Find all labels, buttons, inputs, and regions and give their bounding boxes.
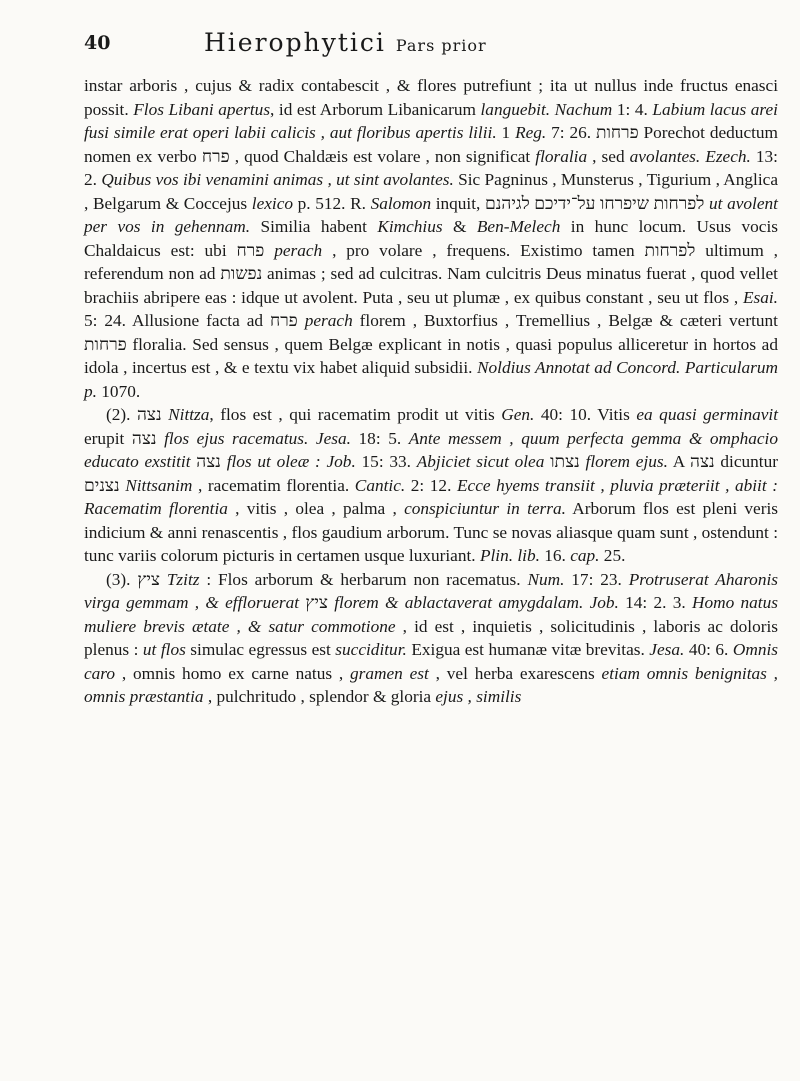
text-run: , pro volare , frequens. Existimo tamen לפרחות ultimum , referendum non ad נפשות animas ; sed ad culcitras. Nam culcitris Deus minatus fuerat , quod vellet brachiis abripere eas : idque ut avolent. Puta , seu ut plumæ , ex quibus constant , seu ut flos , — [84, 240, 779, 307]
text-run: 1: 4. — [612, 99, 653, 119]
text-run: A נצה dicuntur נצנים — [84, 452, 778, 495]
body-text — [84, 74, 778, 709]
italic-text-run: succiditur. — [335, 640, 407, 659]
text-run: florem , Buxtorfius , Tremellius , Belgæ & cæteri vertunt פרחות floralia. Sed sensus , quem Belgæ explicant in notis , quasi populus alliceretur in hortos ad idola , incertus est , & e textu vix habet aliquid subsidii. — [84, 311, 778, 377]
text-run: , omnis homo ex carne natus , — [115, 663, 351, 683]
text-run: simulac egressus est — [185, 640, 336, 659]
text-run: נצתו — [544, 452, 586, 471]
text-run: 15: 33. — [355, 452, 417, 471]
text-run: 14: 2. 3. — [618, 593, 692, 612]
italic-text-run: Noldius Annotat ad Concord. Particularum p. — [84, 358, 778, 401]
text-run: p. 512. R. — [293, 193, 371, 213]
text-run: erupit נצה — [84, 428, 165, 448]
italic-text-run: Tzitz — [166, 569, 200, 589]
italic-text-run: flos ut oleæ : Job. — [226, 452, 356, 471]
italic-text-run: etiam omnis benignitas , omnis præstantia — [84, 663, 778, 706]
text-run: , id est , inquietis , solicitudinis , laboris ac doloris plenus : — [84, 616, 778, 659]
italic-text-run: Ante messem , quum perfecta gemma & omphacio educato exstitit — [84, 428, 779, 471]
italic-text-run: Reg. — [515, 123, 547, 142]
text-run: Sic Pagninus , Munsterus , Tigurium , Anglica , Belgarum & Coccejus — [84, 170, 778, 213]
text-run: (2). נצה — [106, 405, 169, 424]
italic-text-run: Cantic. — [354, 475, 406, 495]
text-run: Exigua est humanæ vitæ brevitas. — [406, 640, 650, 659]
text-run: נצה — [190, 452, 227, 471]
italic-text-run: Plin. lib. — [479, 546, 540, 565]
text-run: 25. — [599, 546, 626, 565]
italic-text-run: flos ejus racematus. Jesa. — [164, 428, 351, 448]
text-run: 18: 5. — [350, 428, 409, 448]
page-number: 40 — [84, 32, 111, 54]
italic-text-run: Flos Libani apertus — [133, 99, 271, 119]
paragraph-3 — [84, 568, 778, 709]
text-run: , id est Arborum Libanicarum — [270, 99, 481, 119]
running-head-part: Pars prior — [395, 36, 487, 55]
italic-text-run: Protruserat Aharonis virga gemmam , & effloruerat — [84, 569, 778, 612]
running-head-title: Hierophytici — [204, 28, 386, 57]
italic-text-run: languebit. Nachum — [480, 99, 613, 119]
text-run: : Flos arborum & herbarum non racematus. — [199, 569, 528, 589]
italic-text-run: lexico — [251, 193, 294, 213]
italic-text-run: perach — [304, 311, 353, 330]
text-run: , racematim florentia. — [192, 475, 355, 495]
italic-text-run: florem & ablactaverat amygdalam. Job. — [334, 593, 619, 612]
italic-text-run: ut flos — [142, 640, 186, 659]
text-run: inquit, לפרחות שיפרחו על־ידיכם לגיהנם — [431, 193, 710, 213]
text-run: instar arboris , cujus & radix contabescit , & flores putrefiunt ; ita ut nullus inde fructus enasci possit. — [84, 76, 778, 119]
italic-text-run: Jesa. — [649, 640, 685, 659]
text-run: 16. — [539, 546, 571, 565]
italic-text-run: Ecce hyems transiit , pluvia præteriit , abiit : Racematim florentia — [84, 475, 778, 518]
italic-text-run: Abjiciet sicut olea — [416, 452, 545, 471]
italic-text-run: floralia — [535, 146, 588, 166]
text-run: , vel herba exarescens — [428, 663, 602, 683]
italic-text-run: ea quasi germinavit — [636, 405, 779, 424]
text-run: 17: 23. — [564, 569, 629, 589]
running-head — [204, 28, 487, 57]
text-run: 1070. — [96, 381, 141, 401]
paragraph-2 — [84, 403, 778, 568]
italic-text-run: Quibus vos ibi venamini animas , ut sint avolantes. — [101, 170, 454, 189]
italic-text-run: Gen. — [501, 405, 535, 424]
text-run: , sed — [587, 146, 630, 166]
paragraph-1 — [84, 74, 778, 403]
italic-text-run: ut avolent per vos in gehennam. — [84, 193, 778, 236]
text-run: (3). ציץ — [106, 569, 167, 589]
text-run: Arborum flos est pleni veris indicium & anni renascentis , flos gaudium arborum. Tunc se novas aliasque quam sunt , ostendunt : tunc variis colorum picturis in certamen usque luxuriant. — [84, 499, 778, 565]
italic-text-run: Num. — [527, 569, 565, 589]
italic-text-run: avolantes. Ezech. — [629, 146, 751, 166]
italic-text-run: Nittza — [168, 405, 210, 424]
text-run: 40: 6. — [684, 640, 733, 659]
italic-text-run: Omnis caro — [84, 640, 778, 683]
text-run: 1 — [496, 123, 516, 142]
italic-text-run: cap. — [570, 546, 600, 565]
text-run: , flos est , qui racematim prodit ut vitis — [209, 405, 502, 424]
text-run: , vitis , olea , palma , — [227, 499, 405, 518]
text-run: 5: 24. Allusione facta ad פרח — [84, 311, 305, 330]
italic-text-run: ejus , similis — [435, 687, 522, 706]
text-run: ציץ — [299, 593, 335, 612]
italic-text-run: Nittsanim — [125, 475, 193, 495]
italic-text-run: perach — [274, 240, 323, 260]
italic-text-run: Ben-Melech — [476, 217, 561, 236]
italic-text-run: Homo natus muliere brevis ætate , & satur commotione — [84, 593, 778, 636]
italic-text-run: Kimchius — [377, 217, 443, 236]
italic-text-run: Esai. — [742, 287, 778, 307]
page-header — [84, 28, 760, 66]
text-run: , pulchritudo , splendor & gloria — [203, 687, 436, 706]
text-run: in hunc locum. Usus vocis Chaldaicus est: ubi פרח — [84, 217, 778, 260]
italic-text-run: Salomon — [370, 193, 432, 213]
text-run: 13: 2. — [84, 146, 778, 189]
italic-text-run: Labium lacus arei fusi simile erat operi labii calicis , aut floribus apertis lilii. — [84, 99, 778, 142]
text-run: & — [442, 217, 477, 236]
italic-text-run: conspiciuntur in terra. — [404, 499, 566, 518]
text-run: 2: 12. — [405, 475, 457, 495]
italic-text-run: florem ejus. — [585, 452, 668, 471]
text-run: 7: 26. פרחות Porechot deductum nomen ex verbo פרח , quod Chaldæis est volare , non significat — [84, 123, 779, 166]
text-run: Similia habent — [250, 217, 378, 236]
text-run: 40: 10. Vitis — [534, 405, 637, 424]
italic-text-run: gramen est — [350, 663, 429, 683]
